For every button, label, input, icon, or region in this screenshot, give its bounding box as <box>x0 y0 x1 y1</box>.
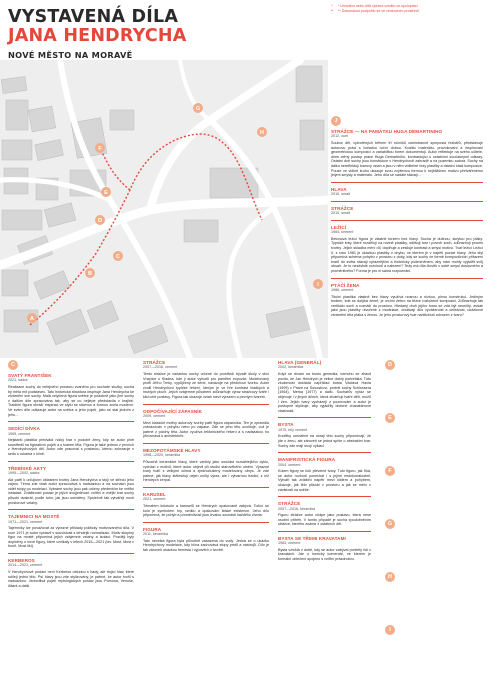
entry-text: Soubor děl, vytvořených během tří ročníků osmistranné symposia řezbářů, představuje autorovu práci s bohatou roční dobou. Kvalitu materiálu, provokovaní a inspirovaní geometrickou kompozicí a variabilitou forem dokumentují. Autor reflektuje na svého učitele, dnes ctěný postup práce Huga Demartiniho, kontrastující s ostatními současnými odkazy. Ostatní dvě sochy jsou konstrukce v Hendrychově zahradě a na pozemku autora. Sochy na dálku nereflektují tvarový vztah a jsou v něm viditelné řezy plastiky a ostatní části kompozice. Pouze ve vidině kruhu ukazuje svou zvýšenou formou k nejbližšímu motivu přetvářenému jinými smysly a materiálu. Jeho díla se nadále stávají... <box>331 141 483 178</box>
entry-heading: LEŽÍCÍ <box>331 224 347 230</box>
entry-text: Betonová ležící figura je vlastně torzem bez hlavy. Socha je dutinou, skrytou pro ptáky. Typické krky, které rozdělují na rovině plastiky, odlišují tvar i povrch soch, zdůrazňují proces tvorby. Jejich skladba mění díl, doplňuje a zesiluje kontrast a smysl motivu. Tvar ležící Ležící II. z roku 1981 je ukázkou plastiky v ohybu, ve kterém je v napětí pozice hlavy. Jeho styl připomíná schéma pohybu v prostoru z doby, kdy se sochy ve formě kompozičních přiřazení tvarů do světa stávají výraznějším a historicky podmíněném, aby nám mohly vyjádřit svůj obsah. Je to nezávislé rozvinutí a nalezení? Tedy má díla člověk v sobě smysl doslovného a proměnlivého? Forma je pro ni sama rozpoznání. <box>331 236 483 273</box>
entry-text: Mezi klasické motivy autorovy tvorby patří figura zápasníka. Ten je zpravidla zobrazován v pohybu nebo po zápase. Zde se jeho tělo uvolňuje, což je patrné z polohy těla. Autor využívá tektonického řešení a s nadsázkou ho přirovnává k architektuře. <box>143 420 269 439</box>
entry-heading: PTÁČÍ ŽENA <box>331 282 360 288</box>
dagger-symbol: ** <box>330 8 334 13</box>
entry-text: Bysta vzniklá v době, kdy se autor zabýval portréty lidí v kravatách. Jde o ironický komentář, ve kterém je formální oblečení spojeno s vnitřní prázdnotou. <box>278 547 371 562</box>
entry-text: Realizace sochy do veřejného prostoru zvaného pro sochaře služby, socha by měla mít podstavec. Tato historická struktura inspiruje Jana Hendrycha ke ztvárnění své sochy. Malá vztyčená figura světce je podobně jako jiné sochy v dalším díle zpracována tak, aby se co nejlépe představila v krajině. Tradiční figura obráží inspiraci ve stylu se slavnou a formou zcela moderní. Ve svém díle odkazuje autor na světce a jeho pojetí, jako se stal jedním z jeho... <box>8 385 134 417</box>
legend-dagger-row <box>329 9 479 14</box>
badge-d: D <box>385 360 395 370</box>
entry-text: Kolem figury se točí plevelné tvary. Tuto figuru, jak říká, se autor rozhodl ponechat i s jejími nedokonalostmi. Vytváří tak zvláštní napětí mezi klidem a pohybem, ukazuje, jak tělo působí v prostoru a jak se mění v závislosti na světle. <box>278 469 371 492</box>
divider <box>8 553 134 554</box>
entry-text: Tento strážce je variantou sochy určené do prostředí bývalé školy v obci Vnepice u Kladna, kde ji autor vytvořil pro pamětní expozici. Modelovaný profil Jiřího Trnky, vypůjčený ze série, navazuje na předchozí tvorbu. Autor zvolil Hendrychovi typické řešení, kterým je ve hře kontrast hladkých a hrubých ploch. Jejich vzájemné působení zdůrazňuje výraz strážcovy tváře i klid celé postavy. Figura tak ukazuje vztah mezi výrazem a pevným tvarem. <box>143 372 269 399</box>
entry-heading: KERBEROS <box>8 558 35 564</box>
badge-h: H <box>385 572 395 582</box>
entry-heading: FIGURA <box>143 526 162 532</box>
map-marker-c: C <box>116 254 120 260</box>
entry-meta: 1984, cement <box>331 230 354 235</box>
entry-heading: SVATÝ FRANTIŠEK <box>8 373 52 378</box>
entry-trebiske-akty <box>8 466 134 506</box>
entry-mezopotamske-hlavy <box>143 448 269 483</box>
badge-i: I <box>385 625 395 635</box>
entry-meta: 1975, bílý cement <box>278 427 308 432</box>
bottom-column-1 <box>8 360 134 592</box>
entry-heading: STRÁŽCE <box>143 360 166 365</box>
entry-heading: MANIFRISTICKÁ FIGURA <box>278 457 336 463</box>
map-marker-a: A <box>30 316 34 322</box>
entry-kerberos <box>8 558 134 588</box>
divider <box>143 522 269 523</box>
entry-heading: BYSTA <box>278 422 294 428</box>
badge-e: E <box>385 413 395 423</box>
entry-figura <box>143 527 269 553</box>
badge-j: J <box>331 116 341 126</box>
entry-text: Akt patří k určujícím oblastem tvorby Jana Hendrycha a stojí ve středu jeho zájmu. Téma zde však autor zpracovává s nadsázkou a na sochách jsou vidět stopy po modelaci. Vybrané sochy jsou pak určeny především ke vnitřní instalaci. Zvláštností postav je jejich dvojjedinost: vnitřní a vnější tvar sochy působí dvakrát, podle toho, jak jsou umístěny. Společně tak vytvářejí nové prostorové vztahy. <box>8 477 134 505</box>
divider <box>331 182 483 183</box>
entry-tajemnici <box>8 514 134 549</box>
badge-c: C <box>8 360 18 370</box>
entry-meta: 1969, cement <box>8 431 31 436</box>
entry-ptaci-zena <box>331 283 483 318</box>
entry-meta: 2010, smalt <box>331 192 351 197</box>
divider <box>8 509 134 510</box>
entry-heading: HLAVA <box>331 186 347 192</box>
divider <box>8 421 134 422</box>
entry-bysta-kravaty <box>278 536 371 562</box>
entry-meta: 2010, smalt <box>331 211 351 216</box>
map-marker-e: E <box>104 190 108 196</box>
entry-heading: TŘEBÍSKÉ AKTY <box>8 465 47 471</box>
entry-strazce-2007 <box>143 360 269 400</box>
entry-meta: 1986, cement <box>331 287 354 292</box>
entry-text: Když se dívám na bustu generála, nemohu se zbavit pocitu, že Jan Hendrych je velice dobrý portrétista. Tuto zkušenost dokládá například busta Václava Havla (1999) v Praze na Souostroví, portrét sochy Schlossera (1964), Merka (1977) a další. Sochařův výraz se objevuje i v jiných dílech, která ztvárňují tváře dětí, mužů i žen. Jejich tvary vycházejí z pozorování a autor je postupně stylizuje, aby vyjádřily obecné charakterové vlastnosti. <box>278 372 371 413</box>
map-marker-i: I <box>317 282 319 288</box>
entry-heading: HLAVA (GENERÁL) <box>278 360 322 365</box>
divider <box>278 496 371 497</box>
entry-hlava <box>331 187 483 197</box>
entry-text: Figuru strážce autor chápe jako postavu, která nese osobní příběh. V tomto případě je socha zpodobněním strážce, kterého známe z ostatních děl. <box>278 513 371 527</box>
entry-svaty-frantisek <box>8 373 134 417</box>
entry-bysta <box>278 422 371 448</box>
entry-karusel <box>143 492 269 518</box>
divider <box>143 487 269 488</box>
map-marker-h: H <box>260 130 264 136</box>
entry-heading: MEZOPOTÁMSKÉ HLAVY <box>143 447 201 453</box>
divider <box>331 220 483 221</box>
divider <box>278 452 371 453</box>
badge-f: F <box>385 466 395 476</box>
entry-strazce-demartini <box>331 129 483 178</box>
entry-manifristicka-figura <box>278 457 371 492</box>
divider <box>278 531 371 532</box>
legend-dagger-text: ** Dokonalost podpořilo se ve venkovním prostředí <box>338 8 419 13</box>
divider <box>331 201 483 202</box>
map-marker-d: D <box>98 218 102 224</box>
entry-odpocivajici-zapasnik <box>143 409 269 439</box>
legend-star-text: * Umístění nebo dílčí úprava vzniklo ve spolupráci <box>338 4 418 8</box>
entry-text: Tajemníky lze považovat za výrazné příklady politicky motivovaného díla. V roce 1971 je autor vystavil v souvislosti s tehdejší normalizací. Motiv skupiny figur na mostě připomíná jejich vzájemné vztahy a izolaci. Později byly doplněny o nové figury, které vznikaly v letech 2015—2021 (tzv. Most, Most v bouři, Most liší). <box>8 526 134 549</box>
bottom-section <box>0 360 491 700</box>
entry-meta: 2007—2016, cement <box>143 365 178 370</box>
entry-sedici-divka <box>8 426 134 456</box>
title-block <box>8 8 198 60</box>
entry-meta: 2011, keramika <box>143 532 168 537</box>
entry-meta: 2014—2021, cement <box>8 563 43 568</box>
entry-heading: BYSTA SE TŘEMI KRAVATAMI <box>278 535 346 541</box>
entry-heading: ODPOČÍVAJÍCÍ ZÁPASNÍK <box>143 408 203 414</box>
entry-meta: 2021, sádra <box>8 378 28 383</box>
entry-heading: STRÁŽCE — NA PAMÁTKU HUGA DEMARTINIHO <box>331 129 443 134</box>
entry-heading: STRÁŽCE <box>278 501 301 507</box>
page-subtitle: NOVÉ MĚSTO NA MORAVĚ <box>8 50 133 60</box>
entry-heading: SEDÍCÍ DÍVKA <box>8 426 41 432</box>
entry-text: Titulní plastika vlastně bez hlavy využívá nosnou a nízkou, plnou konstrukci. Jediným bodem, kde se dotýká země, je vrchní žebro na těžce rozložené kompozici. Zdůrazňuje tak vertikálu soch a roznáší do prostoru. Hledaný druh jejího tvaru se zdá být neurčitý, avšak jako jsou plastiky utvořené z modelace, dodávají dílu vyváženost a celistvost, ukázkové ztvárnění těla ptáka s ženou. Je jeho prostorový tvar nahlédnutí odvozen z tvaru? <box>331 294 483 317</box>
divider <box>331 278 483 279</box>
entry-text: Tato nevelká figura byla původně zasazena do vody. Jedná se o ukázku Hendrychovy modelace, kdy hlína zachovává stopy prstů a nástrojů. Dílo je tak zároveň ukázkou řemesla i výpovědí o tvorbě. <box>143 538 269 552</box>
divider <box>143 404 269 405</box>
entry-meta: 1983, cement <box>278 541 301 546</box>
entry-meta: 2007—2016, keramika <box>278 506 316 511</box>
site-map <box>0 60 328 358</box>
entry-strazce <box>331 206 483 216</box>
entry-text: Nejstarší plastika předvádí nízký tvar v podobě ženy, kdy se autor plně soustředil na figurativní pojetí a s tvarem těla. Figura je také jednou z prvních z Hendrychových děl. Autor zde pracoval s postavou, kterou zobrazuje v sedu s rukama v klíně. <box>8 438 134 456</box>
divider <box>278 417 371 418</box>
star-symbol: * <box>331 4 333 8</box>
entry-meta: 2021, cement <box>143 497 166 502</box>
entry-heading: STRÁŽCE <box>331 205 354 211</box>
bottom-column-2 <box>143 360 269 556</box>
entry-meta: 2002, keramika <box>278 365 304 370</box>
divider <box>8 461 134 462</box>
page-title-line1: VYSTAVENÁ DÍLA <box>8 7 179 27</box>
entry-meta: 2004, cement <box>278 462 301 467</box>
right-column <box>331 116 483 321</box>
entry-meta: 1995—2002, sádra <box>8 470 40 475</box>
bottom-column-3 <box>278 360 371 566</box>
page-title-line2: JANA HENDRYCHA <box>8 26 187 46</box>
entry-text: Tématem kolotoče a karuselů se Hendrych opakovaně zabývá. Točící se kolo je symbolem hry, vzniku a opakování lidské existence. Jeho dílo připomíná, že pohyb a proměnlivost jsou trvalou součástí každého života. <box>143 503 269 518</box>
divider <box>143 443 269 444</box>
entry-heading: KARUSEL <box>143 491 166 497</box>
map-marker-f: F <box>98 146 102 152</box>
map-marker-g: G <box>195 106 201 112</box>
badge-g: G <box>385 519 395 529</box>
entry-meta: 2012, ocel <box>331 134 349 139</box>
entry-text: Původně keramické hlavy, které vznikly jako součást rozsáhlejšího cyklu, vychází z motivů, které autor objevil při studiu starověkého umění. Výrazné tvary tváří s velkými očima a zjednodušený modelovaný obrys. Je zde patrné, jak hlavy ztělesňují nejen určitý výraz, ale i výtvarnou tradici, z níž Hendrych čerpal. <box>143 459 269 483</box>
entry-meta: 1971—2021, cement <box>8 519 43 524</box>
entry-strazce-keramika <box>278 501 371 527</box>
entry-hlava-general <box>278 360 371 413</box>
entry-meta: 2009, cement <box>143 413 166 418</box>
legend-note <box>329 4 479 13</box>
entry-meta: 1998—2020, keramika <box>143 453 181 458</box>
entry-lezici <box>331 225 483 274</box>
map-marker-b: B <box>88 271 92 277</box>
entry-text: Knoflíky umístěné na okraji této sochy připomínají, že jde o ženu, ale zároveň se jedná spíše o abstraktní tvar. Sochy zde mají dvojí výklad. <box>278 434 371 448</box>
bottom-column-4 <box>385 360 483 638</box>
entry-heading: TAJEMNICI NA MOSTĚ <box>8 514 60 520</box>
entry-text: V Hendrychově podání není Kerberos obludou s hady, ale trojicí hlav, které sdílejí jedno tělo. Psí hlavy jsou zde stylizovány, je patrné, že autor tvořil s nadsázkou. Jednotlivá pojetí mytologických postav jsou Pomona, Venuše, Atlant a další. <box>8 570 134 588</box>
